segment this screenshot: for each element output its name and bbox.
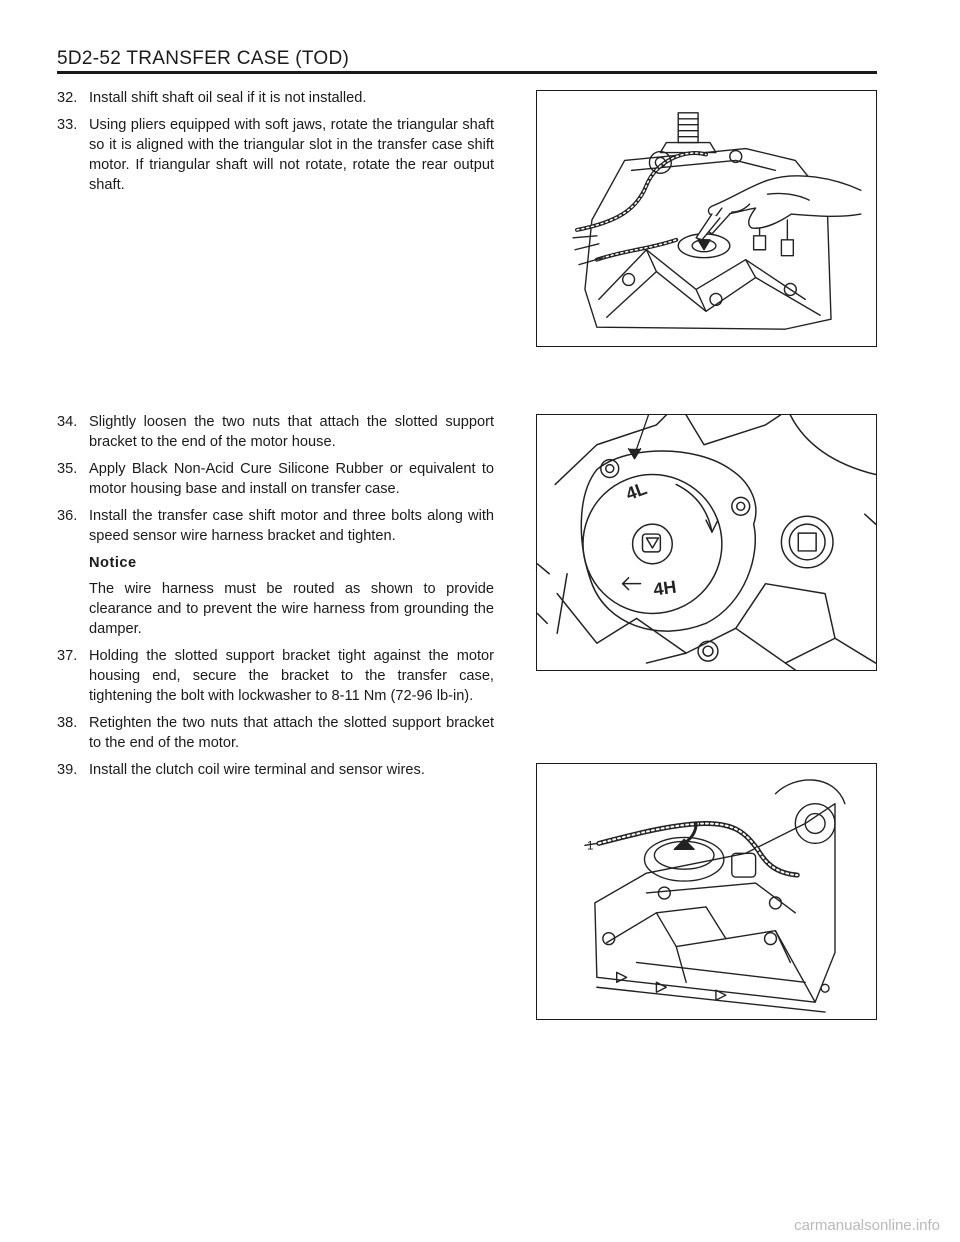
label-4l: 4L	[623, 478, 650, 505]
step-37	[57, 646, 494, 706]
step-number: 35.	[57, 461, 78, 477]
label-4h: 4H	[652, 576, 678, 600]
step-text: Retighten the two nuts that attach the slotted support bracket to the end of the motor.	[89, 715, 494, 751]
step-text: Install the clutch coil wire terminal and sensor wires.	[89, 762, 425, 778]
step-number: 33.	[57, 117, 78, 133]
steps-group-2	[57, 412, 494, 787]
page-title: 5D2-52 TRANSFER CASE (TOD)	[57, 48, 350, 69]
step-number: 37.	[57, 648, 78, 664]
step-number: 34.	[57, 414, 78, 430]
step-35	[57, 459, 494, 499]
notice-title: Notice	[89, 555, 137, 571]
step-text: Apply Black Non-Acid Cure Silicone Rubber or equivalent to motor housing base and install on transfer case.	[89, 461, 494, 497]
step-number: 38.	[57, 715, 78, 731]
step-number: 32.	[57, 90, 78, 106]
steps-group-1	[57, 88, 494, 202]
step-number: 36.	[57, 508, 78, 524]
step-text: Using pliers equipped with soft jaws, rotate the triangular shaft so it is aligned with the triangular slot in the transfer case shift motor. If triangular shaft will not rotate, rotate the rear output shaft.	[89, 117, 494, 193]
step-33	[57, 115, 494, 195]
step-text: Slightly loosen the two nuts that attach the slotted support bracket to the end of the motor house.	[89, 414, 494, 450]
callout-number: 1	[586, 838, 594, 853]
step-32	[57, 88, 494, 108]
step-number: 39.	[57, 762, 78, 778]
figure-housing-base	[536, 414, 877, 671]
housing-base-illustration	[537, 415, 876, 670]
rotate-shaft-illustration	[537, 91, 876, 346]
wire-routing-illustration	[537, 764, 876, 1019]
step-39	[57, 760, 494, 780]
page-header	[57, 44, 877, 74]
step-text: Holding the slotted support bracket tight against the motor housing end, secure the bracket to the transfer case, tightening the bolt with lockwasher to 8-11 Nm (72-96 lb-in).	[89, 648, 494, 704]
step-34	[57, 412, 494, 452]
step-36	[57, 506, 494, 546]
step-text: Install shift shaft oil seal if it is not installed.	[89, 90, 367, 106]
figure-wire-routing	[536, 763, 877, 1020]
notice-text: The wire harness must be routed as shown to provide clearance and to prevent the wire harness from grounding the damper.	[89, 581, 494, 637]
watermark: carmanualsonline.info	[794, 1217, 940, 1234]
figure-rotate-shaft	[536, 90, 877, 347]
step-38	[57, 713, 494, 753]
step-text: Install the transfer case shift motor and three bolts along with speed sensor wire harness bracket and tighten.	[89, 508, 494, 544]
